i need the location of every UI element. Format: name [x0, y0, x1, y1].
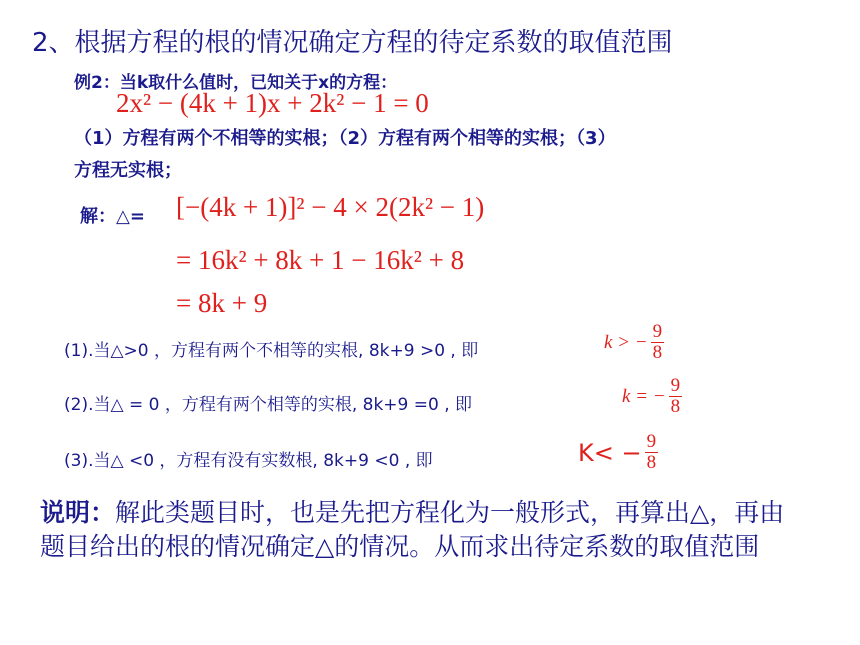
slide-title: 2、根据方程的根的情况确定方程的待定系数的取值范围 — [32, 28, 673, 58]
case-1-text: (1).当△>0 ，方程有两个不相等的实根, 8k+9 >0 , 即 — [64, 341, 479, 361]
answer-prefix: K< − — [578, 438, 642, 467]
note-text: 解此类题目时，也是先把方程化为一般形式，再算出△，再由题目给出的根的情况确定△的情况。从而求出待定系数的取值范围 — [40, 498, 785, 561]
quadratic-equation: 2x² − (4k + 1)x + 2k² − 1 = 0 — [116, 88, 429, 118]
discriminant-step-3: = 8k + 9 — [176, 288, 268, 318]
note-label: 说明： — [40, 498, 116, 527]
fraction-denominator: 8 — [646, 452, 657, 473]
example-heading: 例2：当k取什么值时，已知关于x的方程： — [74, 73, 398, 93]
discriminant-step-2: = 16k² + 8k + 1 − 16k² + 8 — [176, 245, 465, 275]
answer-prefix: k = − — [622, 385, 666, 407]
fraction-numerator: 9 — [652, 321, 663, 342]
case-3-answer — [578, 432, 658, 473]
discriminant-step-1: [−(4k + 1)]² − 4 × 2(2k² − 1) — [176, 192, 485, 222]
fraction-numerator: 9 — [670, 375, 681, 396]
fraction — [651, 322, 665, 363]
explanation-note — [40, 496, 800, 564]
question-line-2: 方程无实根； — [74, 160, 182, 181]
fraction-numerator: 9 — [646, 431, 657, 452]
case-3-text: (3).当△ <0 ，方程有没有实数根, 8k+9 <0 , 即 — [64, 451, 433, 471]
fraction-denominator: 8 — [670, 396, 681, 417]
case-2-text: (2).当△ = 0 ，方程有两个相等的实根, 8k+9 =0 , 即 — [64, 395, 473, 415]
fraction — [669, 376, 683, 417]
question-line-1: （1）方程有两个不相等的实根；（2）方程有两个相等的实根；（3） — [74, 128, 616, 149]
fraction — [645, 432, 659, 473]
fraction-denominator: 8 — [652, 342, 663, 363]
case-2-answer — [622, 376, 682, 417]
solution-label: 解：△= — [80, 206, 145, 227]
answer-prefix: k > − — [604, 331, 648, 353]
case-1-answer — [604, 322, 664, 363]
